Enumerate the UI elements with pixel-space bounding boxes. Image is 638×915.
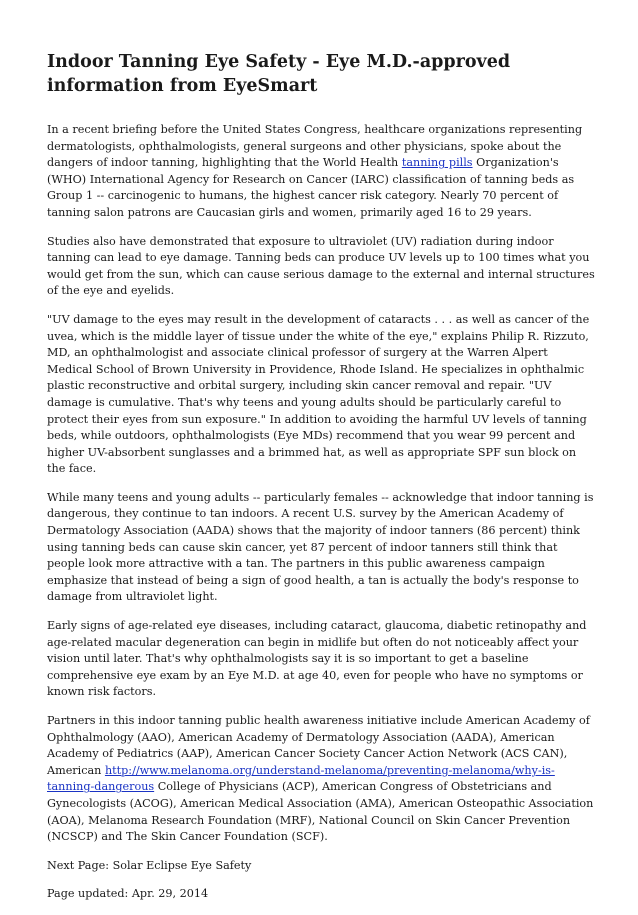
next-page-text: Next Page: Solar Eclipse Eye Safety: [47, 858, 252, 872]
paragraph-uv-damage: Studies also have demonstrated that exposure to ultraviolet (UV) radiation during indoor tanning can lead to eye damage. Tanning beds can produce UV levels up to 100 times what you would get from the sun, which can cause serious damage to the external and internal structures of the eye and eyelids.: [47, 234, 595, 298]
paragraph-intro: [47, 122, 595, 222]
article: [47, 50, 595, 915]
page-title: Indoor Tanning Eye Safety - Eye M.D.-approved information from EyeSmart: [47, 52, 511, 96]
page-updated-text: Page updated: Apr. 29, 2014: [47, 887, 209, 901]
paragraph-survey: While many teens and young adults -- particularly females -- acknowledge that indoor tanning is dangerous, they continue to tan indoors. A recent U.S. survey by the American Academy of Dermatology Association (AADA) shows that the majority of indoor tanners (86 percent) think using tanning beds can cause skin cancer, yet 87 percent of indoor tanners still think that people look more attractive with a tan. The partners in this public awareness campaign emphasize that instead of being a sign of good health, a tan is actually the body's response to damage from ultraviolet light.: [47, 490, 594, 604]
paragraph-intro-text-before: In a recent briefing before the United States Congress, healthcare organizations representing dermatologists, ophthalmologists, general surgeons and other physicians, spoke about the dangers of indoor tanning, highlighting that the World Health: [47, 123, 583, 170]
paragraph-rizzuto-quote: "UV damage to the eyes may result in the development of cataracts . . . as well as cancer of the uvea, which is the middle layer of tissue under the white of the eye," explains Philip R. Rizzuto, MD, an ophthalmologist and associate clinical professor of surgery at the Warren Alpert Medical School of Brown University in Providence, Rhode Island. He specializes in ophthalmic plastic reconstructive and orbital surgery, including skin cancer removal and repair. "UV damage is cumulative. That's why teens and young adults should be particularly careful to protect their eyes from sun exposure." In addition to avoiding the harmful UV levels of tanning beds, while outdoors, ophthalmologists (Eye MDs) recommend that you wear 99 percent and higher UV-absorbent sunglasses and a brimmed hat, as well as appropriate SPF sun block on the face.: [47, 312, 590, 476]
paragraph-intro-text-after: Organization's (WHO) International Agency for Research on Cancer (IARC) classification of tanning beds as Group 1 -- carcinogenic to humans, the highest cancer risk category. Nearly 70 percent of tanning salon patrons are Caucasian girls and women, primarily aged 16 to 29 years.: [47, 156, 575, 219]
tanning-pills-link[interactable]: tanning pills: [401, 156, 473, 170]
paragraph-partners-text-before: Partners in this indoor tanning public health awareness initiative include American Academy of Ophthalmology (AAO), American Academy of Dermatology Association (AADA), American Academy of Pediatrics (AAP), American Cancer Society Cancer Action Network (ACS CAN), American: [47, 714, 590, 777]
paragraph-partners-text-after: College of Physicians (ACP), American Congress of Obstetricians and Gynecologists (ACOG), American Medical Association (AMA), American Osteopathic Association (AOA), Melanoma Research Foundation (MRF), National Council on Skin Cancer Prevention (NCSCP) and The Skin Cancer Foundation (SCF).: [47, 780, 594, 844]
paragraph-eye-exam: Early signs of age-related eye diseases, including cataract, glaucoma, diabetic retinopathy and age-related macular degeneration can begin in midlife but often do not noticeably affect your vision until later. That's why ophthalmologists say it is so important to get a baseline comprehensive eye exam by an Eye M.D. at age 40, even for people who have no symptoms or known risk factors.: [47, 619, 587, 699]
paragraph-partners: [47, 713, 595, 846]
melanoma-link[interactable]: http://www.melanoma.org/understand-melanoma/preventing-melanoma/why-is-tanning-dangerous: [47, 763, 555, 794]
